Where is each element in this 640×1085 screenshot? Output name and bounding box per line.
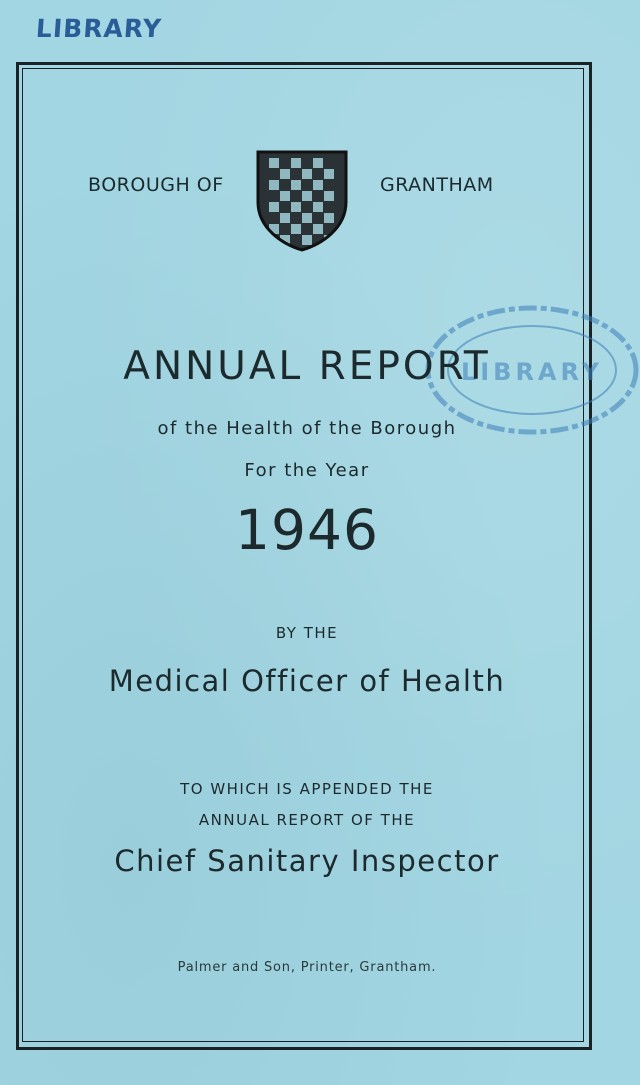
report-title: ANNUAL REPORT [123, 344, 491, 389]
library-stamp: LIBRARY [34, 14, 163, 43]
subtitle-health: of the Health of the Borough [157, 418, 457, 439]
printer-credit: Palmer and Son, Printer, Grantham. [177, 960, 437, 975]
by-line: BY THE [275, 624, 339, 642]
subtitle-year-label: For the Year [244, 460, 370, 481]
inspector-title: Chief Sanitary Inspector [114, 844, 500, 878]
officer-title: Medical Officer of Health [108, 664, 506, 698]
appended-line-2: ANNUAL REPORT OF THE [198, 811, 416, 829]
report-year: 1946 [235, 498, 379, 562]
seal-text: LIBRARY [460, 358, 604, 386]
borough-label: BOROUGH OF [88, 174, 224, 196]
town-label: GRANTHAM [380, 174, 494, 196]
appended-line-1: TO WHICH IS APPENDED THE [180, 780, 434, 798]
checkered-shield-icon [256, 150, 348, 252]
